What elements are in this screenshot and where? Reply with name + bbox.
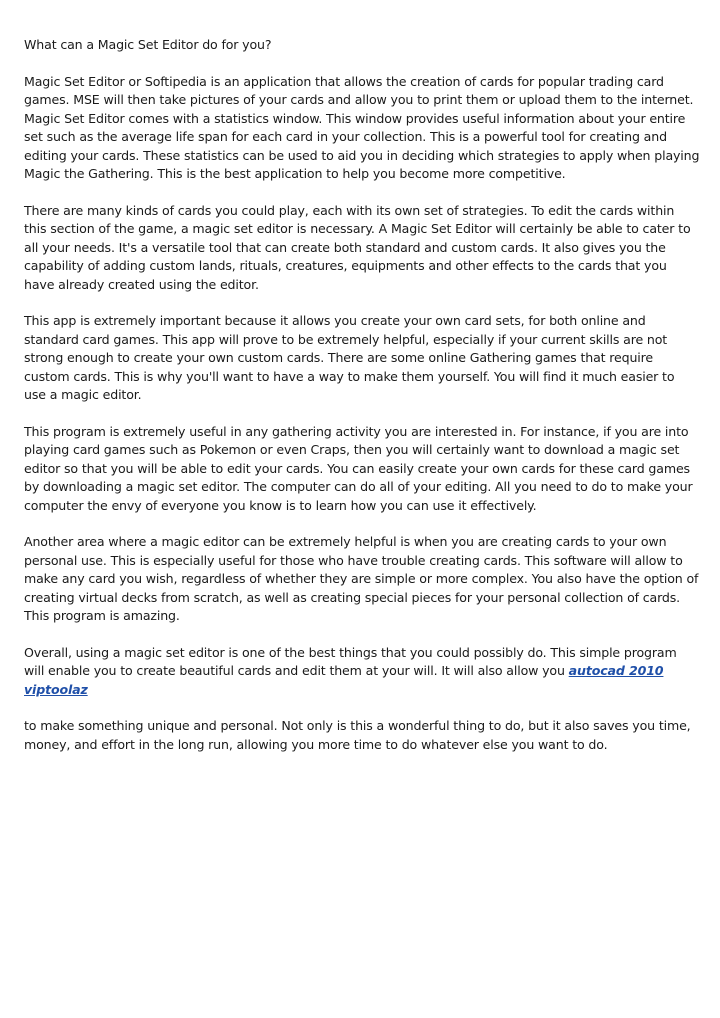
paragraph-5: Another area where a magic editor can be extremely helpful is when you are creating cards to your own personal use. This is especially useful for those who have trouble creating cards. This software will allow to make any card you wish, regardless of whether they are simple or more complex. You also have the option of creating virtual decks from scratch, as well as creating special pieces for your personal collection of cards. This program is amazing. xyxy=(24,534,699,623)
paragraph-6-text: Overall, using a magic set editor is one of the best things that you could possibly do. This simple program will enable you to create beautiful cards and edit them at your will. It will also allow you xyxy=(24,644,677,678)
paragraph-6 xyxy=(24,644,700,700)
autocad-link[interactable]: autocad 2010 viptoolaz xyxy=(24,663,664,697)
paragraph-1: Magic Set Editor or Softipedia is an application that allows the creation of cards for popular trading card games. MSE will then take pictures of your cards and allow you to print them or upload them to the internet. Magic Set Editor comes with a statistics window. This window provides useful information about your entire set such as the average life span for each card in your collection. This is a powerful tool for creating and editing your cards. These statistics can be used to aid you in deciding which strategies to apply when playing Magic the Gathering. This is the best application to help you become more competitive. xyxy=(24,73,700,181)
paragraph-4: This program is extremely useful in any gathering activity you are interested in. For instance, if you are into playing card games such as Pokemon or even Craps, then you will certainly want to download a magic set editor so that you will be able to edit your cards. You can easily create your own cards for these card games by downloading a magic set editor. The computer can do all of your editing. All you need to do to make your computer the envy of everyone you know is to learn how you can use it effectively. xyxy=(24,423,693,513)
paragraph-3: This app is extremely important because it allows you create your own card sets, for both online and standard card games. This app will prove to be extremely helpful, especially if your current skills are not strong enough to create your own custom cards. There are some online Gathering games that require custom cards. This is why you'll want to have a way to make them yourself. You will find it much easier to use a magic editor. xyxy=(24,313,675,402)
document-body xyxy=(24,36,700,772)
document-title: What can a Magic Set Editor do for you? xyxy=(24,37,272,52)
paragraph-2: There are many kinds of cards you could play, each with its own set of strategies. To edit the cards within this section of the game, a magic set editor is necessary. A Magic Set Editor will certainly be able to cater to all your needs. It's a versatile tool that can create both standard and custom cards. It also gives you the capability of adding custom lands, rituals, creatures, equipments and other effects to the cards that you have already created using the editor. xyxy=(24,202,691,292)
paragraph-closing: to make something unique and personal. Not only is this a wonderful thing to do, but it also saves you time, money, and effort in the long run, allowing you more time to do whatever else you want to do. xyxy=(24,718,691,752)
